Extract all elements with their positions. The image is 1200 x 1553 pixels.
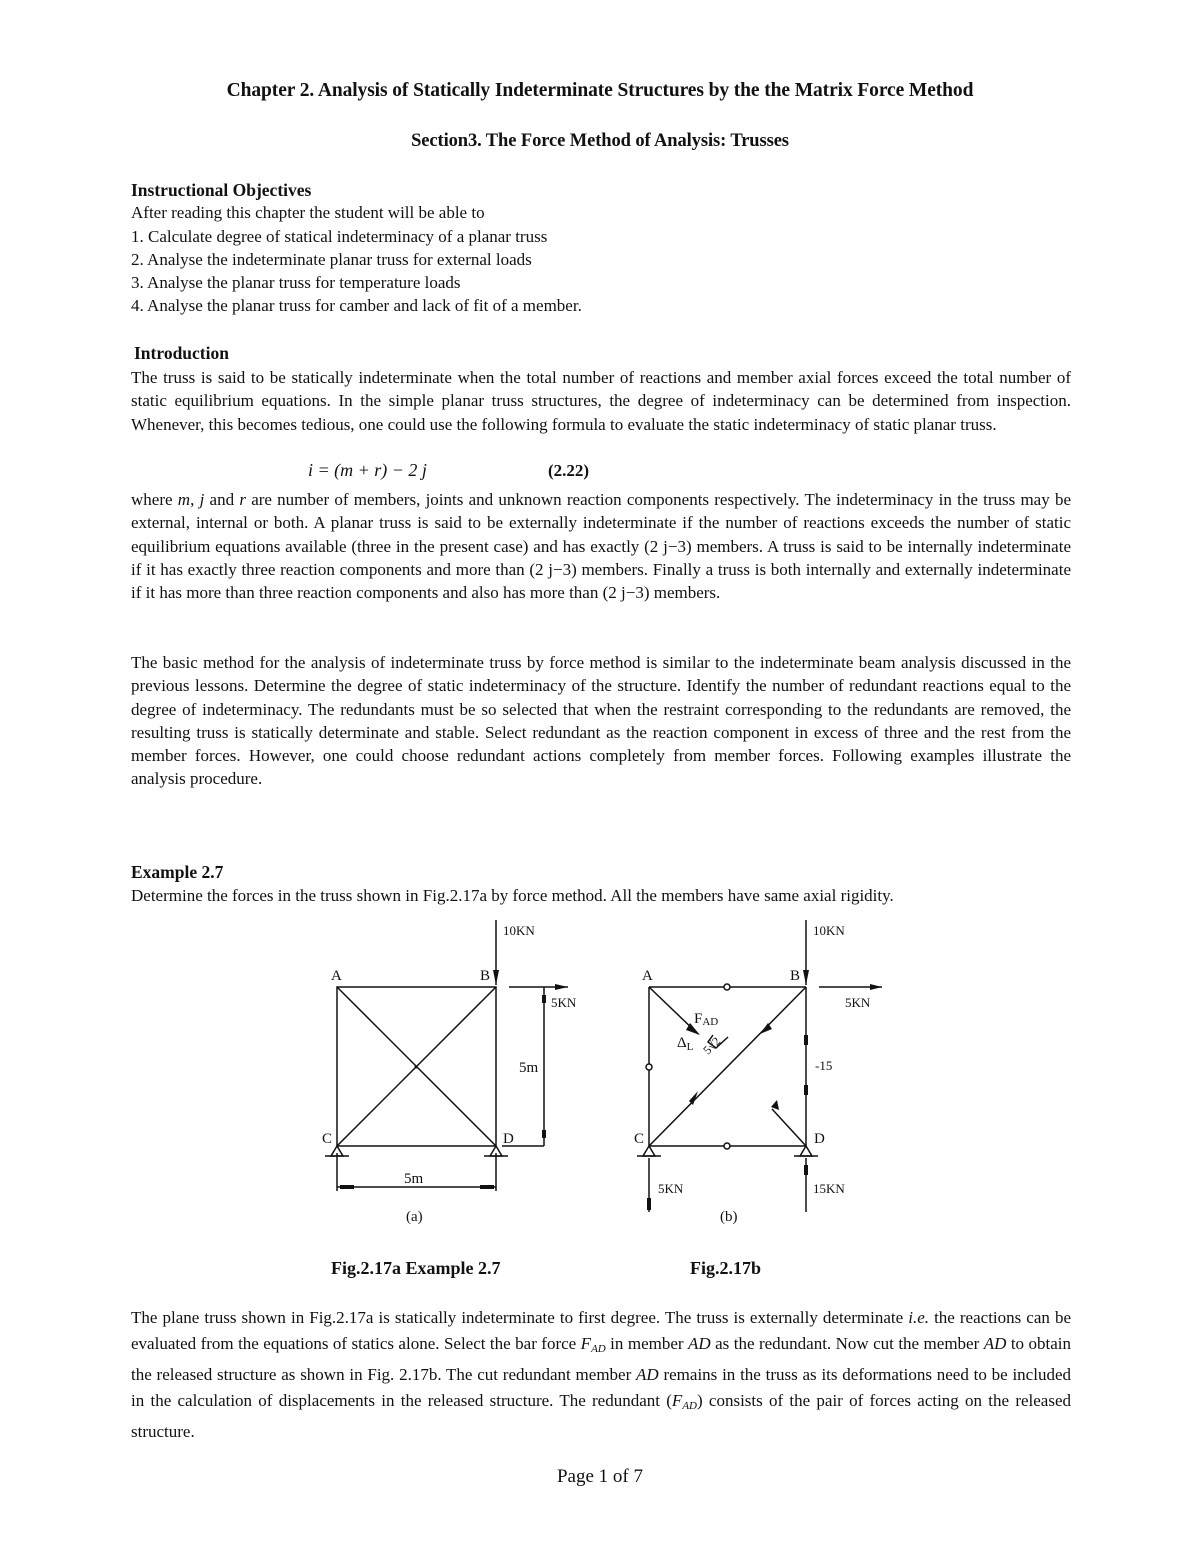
subscript-ad: AD xyxy=(682,1399,697,1412)
text-run: and xyxy=(204,490,240,509)
load-5kn-label: 5KN xyxy=(551,995,577,1010)
introduction-paragraph-3: The basic method for the analysis of indeterminate truss by force method is similar to the indeterminate beam analysis discussed in the previous lessons. Determine the degree of static indeterminacy of the structure. Identify the number of redundant reactions equal to the degree of indeterminacy. The redundants must be so selected that when the restraint corresponding to the redundants are removed, the resulting truss is statically determinate and stable. Select redundant as the reaction component in excess of three and the rest from the member forces. However, one could choose redundant actions completely from member forces. Following examples illustrate the analysis procedure. xyxy=(131,653,1071,789)
load-10kn-label: 10KN xyxy=(813,923,845,938)
text-run: The plane truss shown in Fig.2.17a is statically indeterminate to first degree. The truss is externally determinate xyxy=(131,1308,909,1327)
node-b-label: B xyxy=(790,968,801,984)
objective-item: 3. Analyse the planar truss for temperature loads xyxy=(131,273,461,292)
load-10kn-label: 10KN xyxy=(503,923,535,938)
redundant-force-label: FAD xyxy=(694,1011,719,1028)
introduction-paragraph-1: The truss is said to be statically indeterminate when the total number of reactions and member axial forces exceed the total number of static equilibrium equations. In the simple planar truss structures, the degree of indeterminacy can be determined from inspection. Whenever, this becomes tedious, one could use the following formula to evaluate the static indeterminacy of static planar truss. xyxy=(131,368,1071,434)
figure-b-caption: Fig.2.17b xyxy=(690,1258,762,1278)
node-d-label: D xyxy=(503,1131,514,1147)
figure-a-caption: Fig.2.17a Example 2.7 xyxy=(331,1258,501,1278)
height-dim-label: 5m xyxy=(519,1060,539,1076)
figure-b-sublabel: (b) xyxy=(720,1209,738,1225)
diagonal-force-label: 5√2 xyxy=(700,1034,724,1058)
example-discussion xyxy=(131,1305,1071,1445)
member-ad: AD xyxy=(636,1365,659,1384)
reaction-c-label: 5KN xyxy=(658,1181,684,1196)
chapter-title: Chapter 2. Analysis of Statically Indeterminate Structures by the the Matrix Force Method xyxy=(226,80,974,101)
width-dim-label: 5m xyxy=(404,1171,424,1187)
text-run: are number of members, joints and unknown reaction components respectively. The indeterminacy in the truss may be external, internal or both. A planar truss is said to be externally indeterminate if the number of reactions exceeds the number of static equilibrium equations available (three in the present case) and has exactly (2 j−3) members. A truss is said to be internally indeterminate if it has exactly three reaction components and more than (2 j−3) members. Finally a truss is both internally and externally indeterminate if it has more than three reaction components and also has more than (2 j−3) members. xyxy=(131,490,1072,603)
paren: ) xyxy=(696,1390,703,1410)
subscript-ad: AD xyxy=(591,1342,606,1355)
example-heading: Example 2.7 xyxy=(131,862,224,882)
example-statement: Determine the forces in the truss shown in Fig.2.17a by force method. All the members have same axial rigidity. xyxy=(131,886,894,905)
text-run: in member xyxy=(605,1333,688,1353)
text-run: the reactions can be evaluated from the equations of statics alone. Select the bar force xyxy=(131,1308,1071,1353)
text-run: as the redundant. Now cut the member xyxy=(710,1333,984,1353)
introduction-heading: Introduction xyxy=(134,343,229,363)
node-a-label: A xyxy=(642,968,653,984)
text-run: to obtain the released structure as shown in Fig. 2.17b. The cut redundant member xyxy=(131,1333,1071,1384)
node-c-label: C xyxy=(322,1131,333,1147)
node-a-label: A xyxy=(331,968,342,984)
objective-item: 4. Analyse the planar truss for camber and lack of fit of a member. xyxy=(131,296,582,315)
equation: i = (m + r) − 2 j xyxy=(308,460,427,480)
figure-2-17a xyxy=(300,915,600,1235)
objectives-heading: Instructional Objectives xyxy=(131,180,312,200)
objective-item: 1. Calculate degree of statical indeterminacy of a planar truss xyxy=(131,227,548,246)
paren: ( xyxy=(666,1390,672,1410)
delta-label: $\Delta_L$ xyxy=(677,1035,694,1053)
objective-item: 2. Analyse the indeterminate planar truss for external loads xyxy=(131,250,532,269)
reaction-d-label: 15KN xyxy=(813,1181,845,1196)
text-run: consists of the pair of forces acting on the released structure. xyxy=(131,1390,1071,1441)
var-f: F xyxy=(580,1333,592,1353)
node-d-label: D xyxy=(814,1131,825,1147)
figure-a-sublabel: (a) xyxy=(406,1209,423,1225)
var-r: r xyxy=(239,490,246,509)
objectives-intro: After reading this chapter the student will be able to xyxy=(131,203,485,222)
var-f: F xyxy=(671,1390,683,1410)
text-ie: i.e. xyxy=(908,1308,930,1327)
introduction-paragraph-2 xyxy=(131,488,1071,604)
page-number: Page 1 of 7 xyxy=(556,1466,643,1487)
text-run: , xyxy=(190,490,200,509)
figure-2-17b xyxy=(620,915,910,1235)
member-ad: AD xyxy=(688,1333,711,1353)
node-c-label: C xyxy=(634,1131,645,1147)
bd-force-label: -15 xyxy=(815,1058,833,1073)
load-5kn-label: 5KN xyxy=(845,995,871,1010)
text-run: where xyxy=(131,490,178,509)
var-m: m xyxy=(177,490,191,509)
node-b-label: B xyxy=(480,968,491,984)
text-run: remains in the truss as its deformations need to be included in the calculation of displacements in the released structure. The redundant xyxy=(131,1365,1071,1410)
section-title: Section3. The Force Method of Analysis: Trusses xyxy=(411,131,789,151)
member-ad: AD xyxy=(983,1333,1007,1353)
equation-number: (2.22) xyxy=(548,461,590,480)
var-j: j xyxy=(199,490,205,509)
